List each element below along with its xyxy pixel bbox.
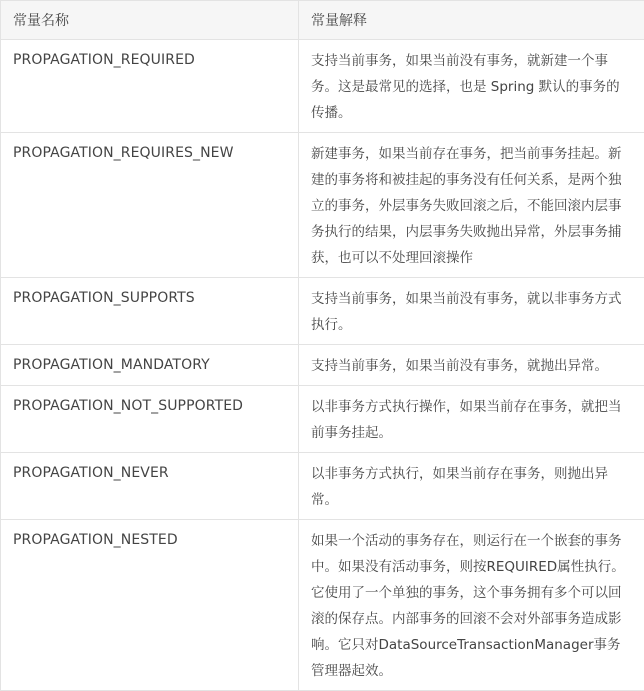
table-row (1, 520, 644, 691)
constant-name-cell: PROPAGATION_MANDATORY (1, 345, 299, 386)
constant-name-cell: PROPAGATION_REQUIRED (1, 40, 299, 133)
constant-name-cell: PROPAGATION_REQUIRES_NEW (1, 133, 299, 278)
header-constant-name: 常量名称 (1, 1, 299, 40)
header-constant-description: 常量解释 (299, 1, 644, 40)
constant-description-cell: 以非事务方式执行，如果当前存在事务，则抛出异常。 (299, 453, 644, 520)
constant-name-cell: PROPAGATION_SUPPORTS (1, 278, 299, 345)
constant-description-cell: 支持当前事务，如果当前没有事务，就以非事务方式执行。 (299, 278, 644, 345)
constant-description-cell: 新建事务，如果当前存在事务，把当前事务挂起。新建的事务将和被挂起的事务没有任何关系，是两个独立的事务，外层事务失败回滚之后，不能回滚内层事务执行的结果，内层事务失败抛出异常，外层事务捕获，也可以不处理回滚操作 (299, 133, 644, 278)
table-row (1, 453, 644, 520)
constant-description-cell: 如果一个活动的事务存在，则运行在一个嵌套的事务中。如果没有活动事务，则按REQUIRED属性执行。它使用了一个单独的事务，这个事务拥有多个可以回滚的保存点。内部事务的回滚不会对外部事务造成影响。它只对DataSourceTransactionManager事务管理器起效。 (299, 520, 644, 691)
table-row (1, 133, 644, 278)
constant-name-cell: PROPAGATION_NEVER (1, 453, 299, 520)
constant-name-cell: PROPAGATION_NESTED (1, 520, 299, 691)
constant-description-cell: 以非事务方式执行操作，如果当前存在事务，就把当前事务挂起。 (299, 386, 644, 453)
table-header-row (1, 1, 644, 40)
table-row (1, 386, 644, 453)
table-row (1, 40, 644, 133)
table-row (1, 345, 644, 386)
constant-description-cell: 支持当前事务，如果当前没有事务，就新建一个事务。这是最常见的选择，也是 Spring 默认的事务的传播。 (299, 40, 644, 133)
constant-description-cell: 支持当前事务，如果当前没有事务，就抛出异常。 (299, 345, 644, 386)
table-row (1, 278, 644, 345)
constant-name-cell: PROPAGATION_NOT_SUPPORTED (1, 386, 299, 453)
